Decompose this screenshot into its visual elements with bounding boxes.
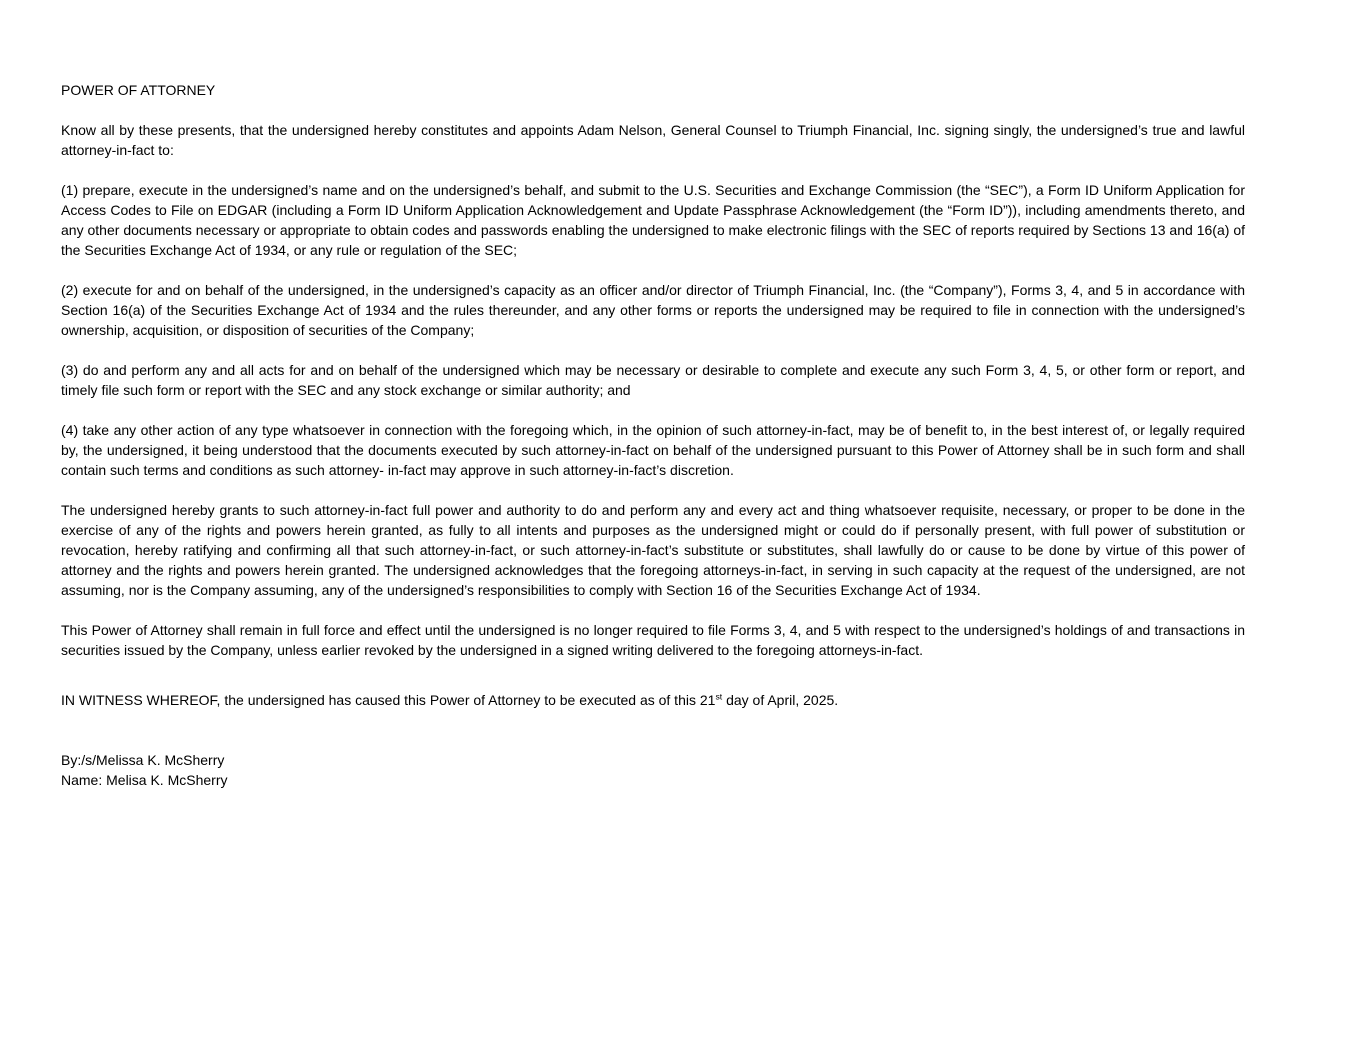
duration-paragraph: This Power of Attorney shall remain in full force and effect until the undersigned is no longer required to file Forms 3, 4, and 5 with respect to the undersigned’s holdings of and transactions in securities issued by the Company, unless earlier revoked by the undersigned in a signed writing delivered to the foregoing attorneys-in-fact. xyxy=(61,622,1245,658)
clause-1 xyxy=(61,180,1245,260)
signature-by-line: By:/s/Melissa K. McSherry xyxy=(61,752,225,768)
intro-paragraph: Know all by these presents, that the undersigned hereby constitutes and appoints Adam Nelson, General Counsel to Triumph Financial, Inc. signing singly, the undersigned’s true and lawful attorney-in-fact to: xyxy=(61,122,1245,158)
document-title: POWER OF ATTORNEY xyxy=(61,82,216,98)
clause-3-number: (3) xyxy=(61,362,79,378)
witness-text-prefix: IN WITNESS WHEREOF, the undersigned has caused this Power of Attorney to be executed as of this 21 xyxy=(61,692,716,708)
signature-name-line: Name: Melisa K. McSherry xyxy=(61,772,228,788)
clause-3-text: do and perform any and all acts for and on behalf of the undersigned which may be necessary or desirable to complete and execute any such Form 3, 4, 5, or other form or report, and timely file such form or report with the SEC and any stock exchange or similar authority; and xyxy=(61,362,1246,398)
grant-paragraph: The undersigned hereby grants to such attorney-in-fact full power and authority to do and perform any and every act and thing whatsoever requisite, necessary, or proper to be done in the exercise of any of the rights and powers herein granted, as fully to all intents and purposes as the undersigned might or could do if personally present, with full power of substitution or revocation, hereby ratifying and confirming all that such attorney-in-fact, or such attorney-in-fact’s substitute or substitutes, shall lawfully do or cause to be done by virtue of this power of attorney and the rights and powers herein granted. The undersigned acknowledges that the foregoing attorneys-in-fact, in serving in such capacity at the request of the undersigned, are not assuming, nor is the Company assuming, any of the undersigned’s responsibilities to comply with Section 16 of the Securities Exchange Act of 1934. xyxy=(61,502,1245,598)
clause-2-text: execute for and on behalf of the undersigned, in the undersigned’s capacity as an officer and/or director of Triumph Financial, Inc. (the “Company”), Forms 3, 4, and 5 in accordance with Section 16(a) of the Securities Exchange Act of 1934 and the rules thereunder, and any other forms or reports the undersigned may be required to file in connection with the undersigned’s ownership, acquisition, or disposition of securities of the Company; xyxy=(61,282,1246,338)
clause-3 xyxy=(61,360,1245,400)
clause-2 xyxy=(61,280,1245,340)
witness-paragraph xyxy=(61,690,1245,710)
clause-1-text: prepare, execute in the undersigned’s name and on the undersigned’s behalf, and submit to the U.S. Securities and Exchange Commission (the “SEC”), a Form ID Uniform Application for Access Codes to File on EDGAR (including a Form ID Uniform Application Acknowledgement and Update Passphrase Acknowledgement (the “Form ID”)), including amendments thereto, and any other documents necessary or appropriate to obtain codes and passwords enabling the undersigned to make electronic filings with the SEC of reports required by Sections 13 and 16(a) of the Securities Exchange Act of 1934, or any rule or regulation of the SEC; xyxy=(61,182,1245,258)
clause-4-number: (4) xyxy=(61,422,79,438)
clause-4-text: take any other action of any type whatsoever in connection with the foregoing which, in the opinion of such attorney-in-fact, may be of benefit to, in the best interest of, or legally required by, the undersigned, it being understood that the documents executed by such attorney-in-fact on behalf of the undersigned pursuant to this Power of Attorney shall be in such form and shall contain such terms and conditions as such attorney- in-fact may approve in such attorney-in-fact’s discretion. xyxy=(61,422,1245,478)
witness-text-suffix: day of April, 2025. xyxy=(722,692,839,708)
clause-2-number: (2) xyxy=(61,282,79,298)
clause-1-number: (1) xyxy=(61,182,79,198)
ordinal-superscript: st xyxy=(715,691,723,702)
clause-4 xyxy=(61,420,1245,480)
